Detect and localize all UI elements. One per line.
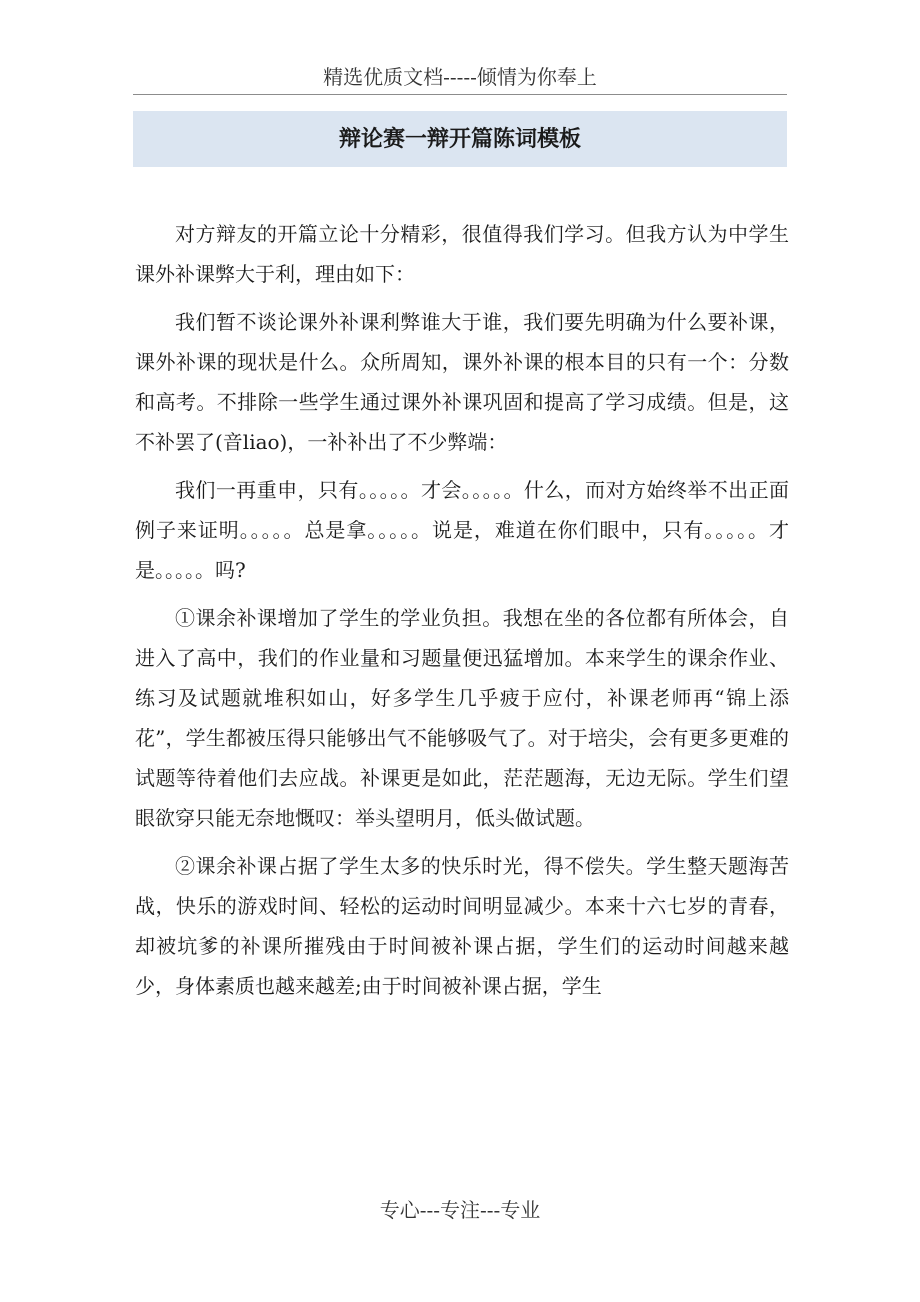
footer-text: 专心---专注---专业 [379, 1198, 541, 1222]
paragraph-intro: 对方辩友的开篇立论十分精彩，很值得我们学习。但我方认为中学生课外补课弊大于利，理由如下： [135, 222, 789, 286]
paragraph-point-2: ②课余补课占据了学生太多的快乐时光，得不偿失。学生整天题海苦战，快乐的游戏时间、轻松的运动时间明显减少。本来十六七岁的青春，却被坑爹的补课所摧残由于时间被补课占据，学生们的运动时间越来越少，身体素质也越来越差;由于时间被补课占据，学生 [135, 854, 789, 998]
paragraph-reiterate: 我们一再重申，只有。。。。。才会。。。。。什么，而对方始终举不出正面例子来证明。。。。。总是拿。。。。。说是，难道在你们眼中，只有。。。。。才是。。。。。吗? [135, 478, 789, 582]
document-title: 辩论赛一辩开篇陈词模板 [338, 126, 581, 152]
header-text: 精选优质文档-----倾情为你奉上 [323, 65, 597, 89]
paragraph-purpose: 我们暂不谈论课外补课利弊谁大于谁，我们要先明确为什么要补课，课外补课的现状是什么。众所周知，课外补课的根本目的只有一个：分数和高考。不排除一些学生通过课外补课巩固和提高了学习成绩。但是，这不补罢了(音liao)，一补补出了不少弊端： [135, 310, 789, 454]
document-body [135, 214, 789, 1014]
paragraph-point-1: ①课余补课增加了学生的学业负担。我想在坐的各位都有所体会，自进入了高中，我们的作业量和习题量便迅猛增加。本来学生的课余作业、练习及试题就堆积如山，好多学生几乎疲于应付，补课老师再“锦上添花”，学生都被压得只能够出气不能够吸气了。对于培尖，会有更多更难的试题等待着他们去应战。补课更是如此，茫茫题海，无边无际。学生们望眼欲穿只能无奈地慨叹：举头望明月，低头做试题。 [135, 606, 789, 830]
title-band [133, 111, 787, 167]
page-footer [133, 1190, 787, 1230]
page-header [133, 60, 787, 95]
